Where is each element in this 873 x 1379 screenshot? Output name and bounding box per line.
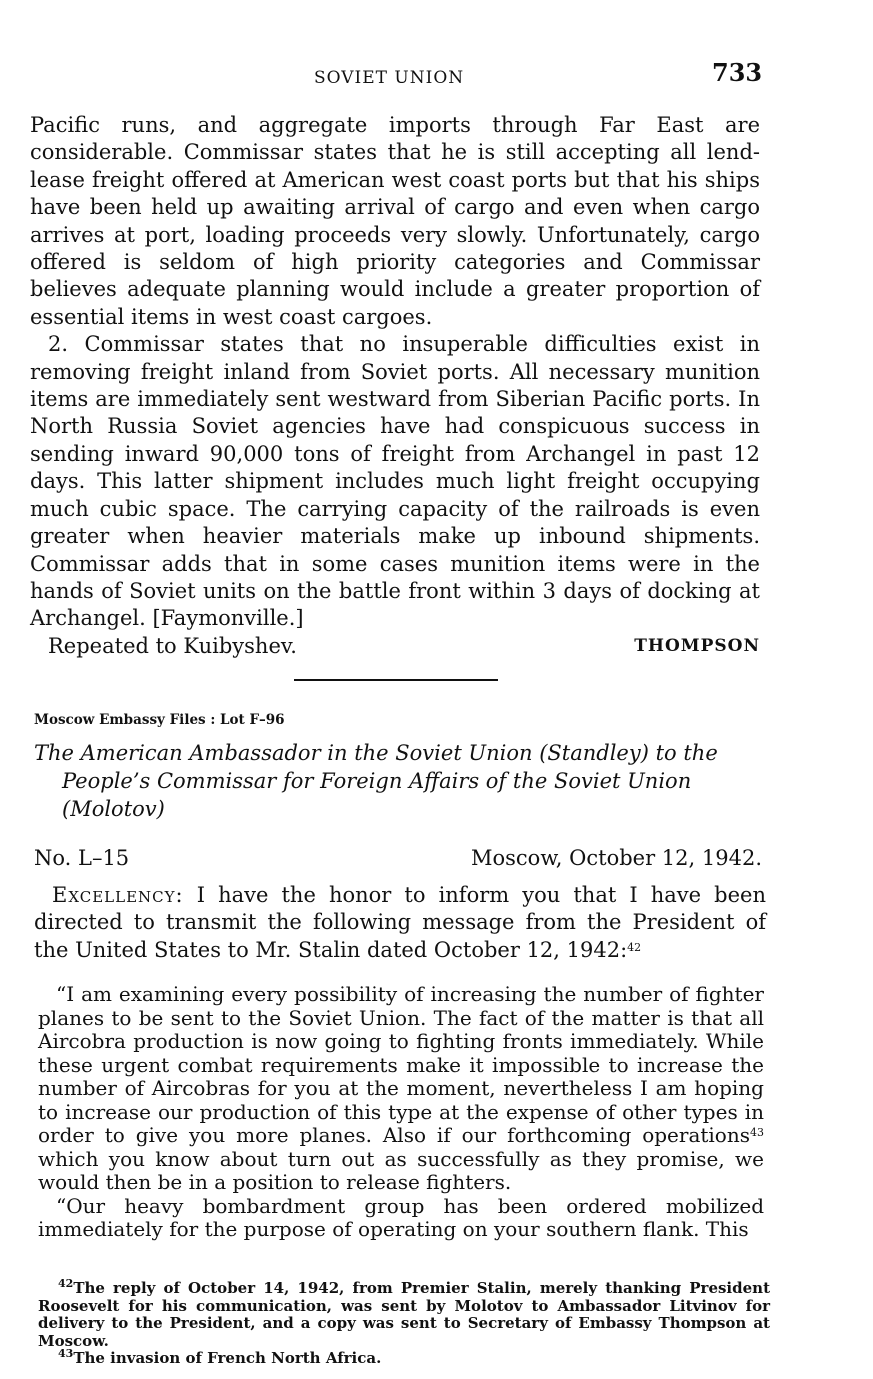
paragraph-3: Repeated to Kuibyshev. [48,633,297,658]
document-meta [34,846,762,874]
paragraph-1: Pacific runs, and aggregate imports through Far East are considerable. Commissar states that he is still accepting all lend-lease freight offered at American west coast ports but that his ships have been held up awaiting arrival of cargo and even when cargo arrives at port, loading proceeds very slowly. Unfortunately, cargo offered is seldom of high priority categories and Commissar believes adequate planning would include a greater proportion of essential items in west coast cargoes. [30,113,760,329]
running-header [0,58,873,94]
source-citation: Moscow Embassy Files : Lot F–96 [34,712,285,728]
footnote-marker: 43 [58,1347,74,1361]
intro-paragraph [34,882,766,964]
footnote-43 [38,1347,770,1368]
salutation: Excellency: [52,883,184,907]
footnotes [38,1277,770,1368]
footnote-ref-43: 43 [750,1126,764,1139]
page-number: 733 [712,58,763,87]
letter-intro [34,882,766,964]
footnote-text: The invasion of French North Africa. [73,1349,382,1368]
quote-paragraph-1 [38,983,764,1195]
quote-text-a: “I am examining every possibility of increasing the number of fighter planes to be sent to the Soviet Union. The fact of the matter is that all Aircobra production is now going to fighting fronts immediately. While these urgent combat requirements make it impossible to increase the number of Aircobras for you at the moment, nevertheless I am hoping to increase our production of this type at the expense of other types in order to give you more planes. Also if our forthcoming operations [38,982,764,1147]
quote-paragraph-2: “Our heavy bombardment group has been ordered mobilized immediately for the purpose of operating on your southern flank. This [38,1193,764,1241]
section-divider [294,679,498,681]
intro-text: I have the honor to inform you that I have been directed to transmit the following message from the President of the United States to Mr. Stalin dated October 12, 1942: [34,883,766,962]
footnote-marker: 42 [58,1277,74,1290]
dateline: Moscow, October 12, 1942. [471,846,762,870]
footnote-ref-42: 42 [627,940,642,954]
signature: THOMPSON [634,636,760,656]
paragraph-2: 2. Commissar states that no insuperable difficulties exist in removing freight inland from Soviet ports. All necessary munition items are immediately sent westward from Siberian Pacific ports. In North Russia Soviet agencies have had conspicuous success in sending inward 90,000 tons of freight from Archangel in past 12 days. This latter shipment includes much light freight occupying much cubic space. The carrying capacity of the railroads is even greater when heavier materials make up inbound shipments. Commissar adds that in some cases munition items were in the hands of Soviet units on the battle front within 3 days of docking at Archangel. [Faymonville.] [30,332,760,631]
document-title: The American Ambassador in the Soviet Union (Standley) to the People’s Commissar for Foreign Affairs of the Soviet Union (Molotov) [34,741,718,821]
quoted-message [38,983,764,1242]
telegram-body [30,112,760,660]
quote-text-b: which you know about turn out as successfully as they promise, we would then be in a position to release fighters. [38,1146,764,1194]
document-number: No. L–15 [34,846,130,870]
running-title: SOVIET UNION [314,68,465,88]
footnote-42 [38,1277,770,1350]
footnote-text: The reply of October 14, 1942, from Premier Stalin, merely thanking President Roosevelt for his communication, was sent by Molotov to Ambassador Litvinov for delivery to the President, and a copy was sent to Secretary of Embassy Thompson at Moscow. [38,1279,770,1350]
